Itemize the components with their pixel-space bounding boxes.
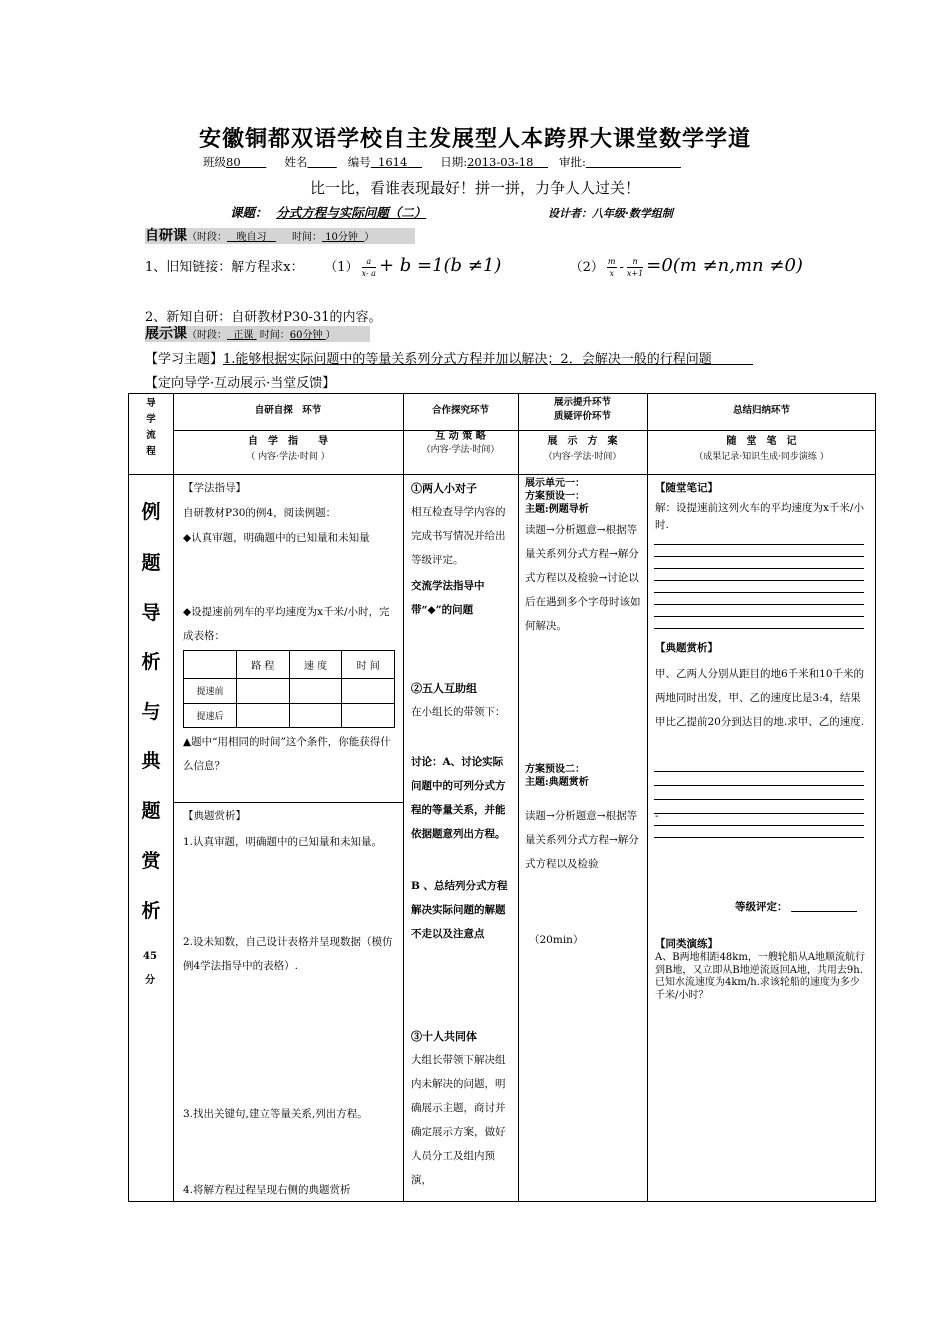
approve-field[interactable] — [586, 155, 681, 169]
strategy-2-bold: 讨论：A、讨论实际问题中的可列分式方程的等量关系，并能依据题意列出方程。 — [411, 756, 506, 840]
col2-sub: 自 学 指 导 — [248, 436, 328, 447]
table-input-cell[interactable] — [342, 703, 395, 728]
eq2-label: （2） — [569, 260, 604, 275]
col5-sub: 随 堂 笔 记 — [726, 436, 797, 447]
dash: - — [655, 810, 659, 822]
strategy-1-bold: 交流学法指导中带“◆”的问题 — [411, 580, 485, 616]
class-label: 班级 — [203, 155, 226, 169]
side-char: 析 — [141, 651, 161, 673]
old-knowledge-line — [145, 255, 803, 279]
note-text: 解：设提速前这列火车的平均速度为x千米/小时. — [655, 502, 864, 531]
side-char: 典 — [141, 750, 161, 772]
old-knowledge-text: 1、旧知链接：解方程求x： — [145, 260, 304, 275]
answer-line[interactable] — [654, 825, 864, 826]
col-header-self-study: 自研自探 环节 — [254, 405, 322, 416]
strategy-3-text: 大组长带领下解决组内未解决的问题，明确展示主题，商讨并确定展示方案，做好人员分工及组内预演， — [411, 1054, 506, 1186]
method-4: ▲题中“用相同的时间”这个条件，你能获得什么信息？ — [183, 736, 391, 772]
table-header-cell: 路 程 — [237, 651, 290, 679]
number-label: 编号 — [347, 155, 371, 169]
col5-sub2: （成果记录·知识生成·同步演练 ） — [694, 452, 829, 462]
date-value[interactable]: 2013-03-18 — [467, 155, 534, 169]
slogan: 比一比，看谁表现最好！拼一拼，力争人人过关！ — [309, 179, 640, 197]
side-char: 与 — [141, 701, 161, 723]
lesson-table — [128, 393, 876, 1202]
table-input-cell[interactable] — [237, 679, 290, 704]
number-value[interactable]: 1614 — [378, 155, 408, 169]
side-char: 析 — [141, 900, 161, 922]
table-row-label: 提速后 — [184, 703, 237, 728]
note-line[interactable] — [654, 580, 864, 581]
theme-value: 1.能够根据实际问题中的等量关系列分式方程并加以解决；2．会解决一般的行程问题 — [223, 352, 712, 367]
eq1-rest: + b =1(b ≠1) — [378, 255, 502, 276]
new-knowledge-line: 2、新知自研：自研教材P30-31的内容。 — [145, 310, 382, 325]
answer-line[interactable] — [654, 799, 864, 800]
speed-table — [183, 650, 395, 728]
name-field[interactable] — [308, 155, 337, 169]
topic-label: 课题： — [230, 205, 268, 220]
col4-sub: 展 示 方 案 — [547, 436, 618, 447]
answer-line[interactable] — [654, 813, 864, 814]
topic-line — [230, 203, 426, 221]
strategy-2-title: ②五人互助组 — [411, 682, 477, 695]
plan-2-text: 读题→分析题意→根据等量关系列分式方程→解分式方程以及检验 — [525, 810, 639, 870]
c2-ex-2: 2.设未知数，自己设计表格并呈现数据（模仿例4学法指导中的表格）. — [183, 936, 393, 972]
topic-value: 分式方程与实际问题（二） — [276, 205, 427, 220]
note-line[interactable] — [654, 556, 864, 557]
col3-sub: 互 动 策 略 — [435, 431, 486, 442]
strategy-2-text: 在小组长的带领下： — [411, 706, 506, 718]
method-title: 【学法指导】 — [183, 482, 246, 494]
plan-2: 方案预设二： — [525, 764, 585, 775]
self-study-title: 自研课 — [145, 228, 187, 244]
show-bar — [145, 326, 370, 342]
strategy-3-title: ③十人共同体 — [411, 1030, 477, 1043]
col3-sub2: （内容·学法·时间） — [421, 445, 500, 455]
topic-1: 主题:例题导析 — [525, 504, 589, 515]
strategy-1-text: 相互检查导学内容的完成书写情况并给出等级评定。 — [411, 506, 506, 566]
practice-text: A、B两地相距48km，一艘轮船从A地顺流航行到B地，又立即从B地逆流返回A地，共用去9h.已知水流速度为4km/h.求该轮船的速度为多少千米/小时？ — [655, 952, 866, 1001]
show-time: （20min） — [529, 934, 584, 946]
name-label: 姓名 — [284, 155, 308, 169]
col4-sub2: （内容·学法·时间） — [543, 452, 622, 462]
method-2: ◆认真审题，明确题中的已知量和未知量 — [183, 532, 370, 544]
student-info-line — [203, 154, 681, 170]
class-value[interactable]: 80 — [226, 155, 241, 169]
show-unit: 展示单元一： — [525, 478, 585, 489]
note-line[interactable] — [654, 592, 864, 593]
eq2-minus: - — [619, 260, 624, 275]
theme-label: 【学习主题】 — [145, 352, 224, 367]
date-label: 日期: — [440, 155, 468, 169]
note-line[interactable] — [654, 568, 864, 569]
method-1: 自研教材P30的例4，阅读例题： — [183, 507, 337, 519]
page-title: 安徽铜都双语学校自主发展型人本跨界大课堂数学学道 — [198, 126, 751, 152]
c2-ex-4: 4.将解方程过程呈现右侧的典题赏析 — [183, 1184, 351, 1196]
c2-example-title: 【典题赏析】 — [183, 810, 246, 822]
plan-1-text: 读题→分析题意→根据等量关系列分式方程→解分式方程以及检验→讨论以后在遇到多个字母时该如何解决。 — [525, 524, 641, 632]
answer-line[interactable] — [654, 771, 864, 772]
c2-ex-1: 1.认真审题，明确题中的已知量和未知量。 — [183, 836, 383, 848]
c2-ex-3: 3.找出关键句,建立等量关系,列出方程。 — [183, 1108, 368, 1120]
eq2-fraction-2: $\frac{n}{x+1}$ — [626, 257, 644, 278]
side-char: 导 — [141, 602, 161, 624]
c5-example-title: 【典题赏析】 — [655, 642, 718, 654]
eq1-fraction: $\frac{a}{x- a}$ — [361, 257, 376, 278]
grade-field[interactable]: 等级评定： — [735, 901, 788, 913]
period-value: 晚自习 — [236, 232, 267, 243]
learning-theme — [145, 348, 753, 367]
table-header-cell: 时 间 — [342, 651, 395, 679]
topic-2: 主题:典题赏析 — [525, 777, 589, 788]
col-header-flow: 导学流程 — [146, 398, 156, 457]
guide-line: 【定向导学·互动展示·当堂反馈】 — [145, 376, 336, 391]
side-char: 赏 — [141, 850, 161, 872]
c5-example-text: 甲、乙两人分别从距目的地6千米和10千米的两地同时出发，甲、乙的速度比是3:4，结果甲比乙提前20分到达目的地.求甲、乙的速度. — [655, 668, 865, 728]
eq1-label: （1） — [324, 260, 359, 275]
show-time-value: 60分钟 — [289, 330, 323, 341]
eq2-fraction-1: $\frac{m}{x}$ — [607, 257, 616, 278]
side-char: 例 — [141, 501, 161, 523]
approve-label: 审批: — [559, 155, 586, 169]
note-line[interactable] — [654, 604, 864, 605]
eq2-rest: =0(m ≠n,mn ≠0) — [646, 255, 803, 276]
show-time-label: 时间： — [259, 330, 290, 341]
designer: 设计者：八年级·数学组制 — [548, 207, 673, 220]
show-close-paren: ） — [325, 330, 336, 341]
answer-line[interactable] — [654, 837, 864, 838]
table-row-label: 提速前 — [184, 679, 237, 704]
side-time-2: 分 — [145, 975, 155, 986]
method-3: ◆设提速前列车的平均速度为x千米/小时，完成表格： — [183, 606, 390, 642]
side-time-1: 45 — [143, 951, 157, 962]
table-input-cell[interactable] — [289, 703, 342, 728]
col-header-show-1: 展示提升环节 — [553, 397, 611, 408]
strategy-1-title: ①两人小对子 — [411, 482, 477, 495]
table-input-cell[interactable] — [289, 679, 342, 704]
show-period-value: 正课 — [233, 330, 254, 341]
show-period-label: （时段： — [187, 330, 227, 341]
table-header-cell: 速 度 — [289, 651, 342, 679]
note-title: 【随堂笔记】 — [655, 482, 718, 494]
strategy-2-bold2: B 、总结列分式方程解决实际问题的解题不走以及注意点 — [411, 880, 508, 940]
time-label: 时间： — [292, 232, 322, 243]
table-input-cell[interactable] — [237, 703, 290, 728]
col-header-cooperation: 合作探究环节 — [431, 405, 489, 416]
side-char: 题 — [141, 800, 161, 822]
table-input-cell[interactable] — [342, 679, 395, 704]
col-header-summary: 总结归纳环节 — [732, 405, 790, 416]
self-study-bar — [145, 228, 415, 244]
time-value: 10分钟 — [325, 232, 358, 243]
show-title: 展示课 — [145, 326, 187, 342]
period-label: （时段： — [187, 232, 227, 243]
close-paren: ） — [364, 232, 375, 243]
side-char: 题 — [141, 552, 161, 574]
note-line[interactable] — [654, 616, 864, 617]
practice-title: 【同类演练】 — [655, 938, 718, 950]
col-header-show-2: 质疑评价环节 — [553, 411, 611, 422]
answer-line[interactable] — [654, 785, 864, 786]
table-header-cell — [184, 651, 237, 679]
col2-sub2: （ 内容·学法·时间 ） — [246, 452, 330, 462]
note-line[interactable] — [654, 628, 864, 629]
note-line[interactable] — [654, 544, 864, 545]
plan-1: 方案预设一： — [525, 491, 585, 502]
